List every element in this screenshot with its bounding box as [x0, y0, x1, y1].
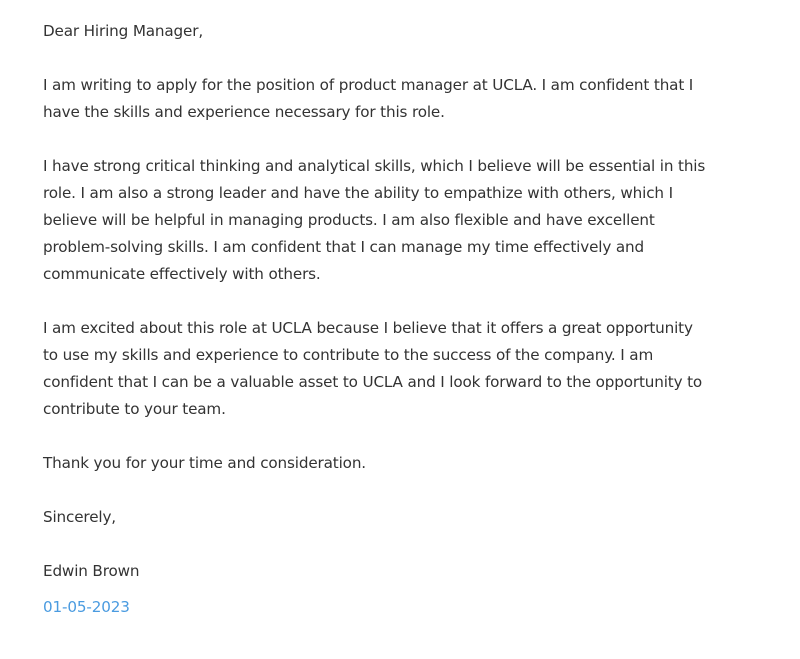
- closing: [43, 504, 783, 531]
- paragraph-line: I have strong critical thinking and analytical skills, which I believe will be essential in this: [43, 157, 706, 175]
- greeting-text: Dear Hiring Manager,: [43, 22, 204, 40]
- thanks: [43, 450, 783, 477]
- paragraph-line: I am writing to apply for the position of product manager at UCLA. I am confident that I: [43, 76, 694, 94]
- paragraph-line: confident that I can be a valuable asset to UCLA and I look forward to the opportunity to: [43, 373, 703, 391]
- paragraph-line: contribute to your team.: [43, 400, 226, 418]
- paragraph-line: problem-solving skills. I am confident that I can manage my time effectively and: [43, 238, 644, 256]
- paragraph-line: have the skills and experience necessary for this role.: [43, 103, 445, 121]
- cover-letter: [43, 18, 783, 621]
- paragraph-skills: [43, 153, 783, 288]
- closing-text: Sincerely,: [43, 508, 116, 526]
- signature-name: Edwin Brown: [43, 562, 140, 580]
- paragraph-line: to use my skills and experience to contribute to the success of the company. I am: [43, 346, 654, 364]
- thanks-text: Thank you for your time and consideration.: [43, 454, 366, 472]
- paragraph-motivation: [43, 315, 783, 423]
- paragraph-line: communicate effectively with others.: [43, 265, 321, 283]
- paragraph-line: role. I am also a strong leader and have the ability to empathize with others, which I: [43, 184, 673, 202]
- date-link[interactable]: 01-05-2023: [43, 598, 130, 616]
- paragraph-line: I am excited about this role at UCLA because I believe that it offers a great opportunity: [43, 319, 693, 337]
- paragraph-line: believe will be helpful in managing products. I am also flexible and have excellent: [43, 211, 655, 229]
- paragraph-intro: [43, 72, 783, 126]
- greeting: [43, 18, 783, 45]
- signature: [43, 558, 783, 585]
